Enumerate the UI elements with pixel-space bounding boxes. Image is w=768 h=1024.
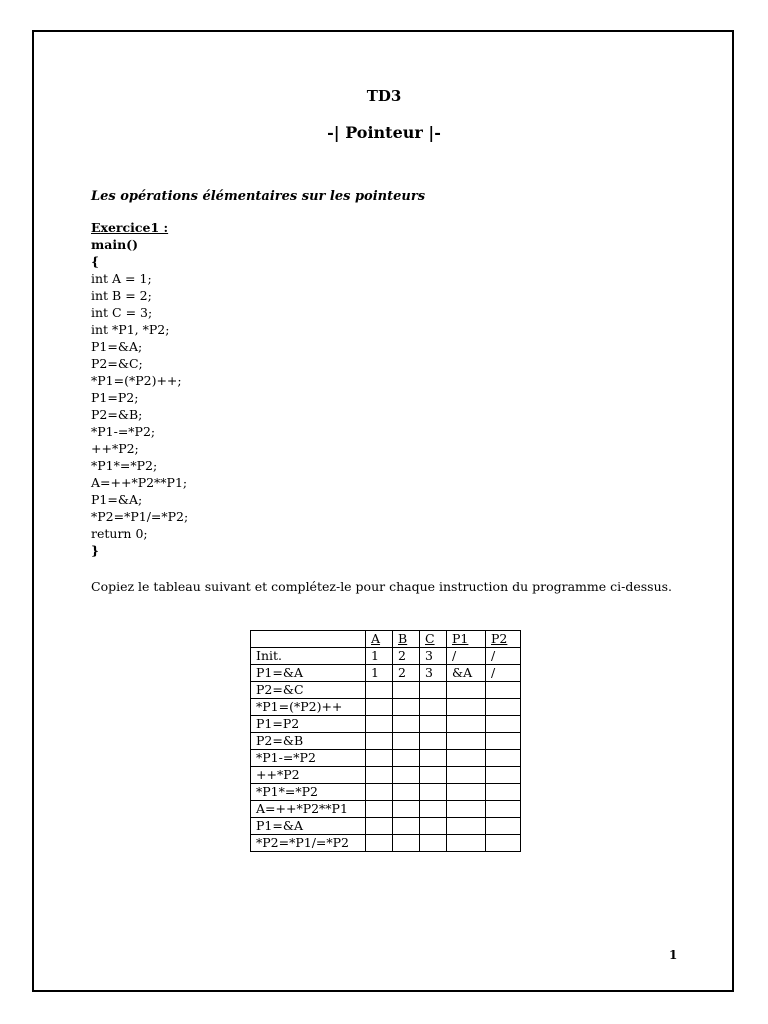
table-cell: Init. <box>251 648 366 665</box>
table-cell: P1=&A <box>251 665 366 682</box>
table-cell <box>393 733 420 750</box>
table-cell <box>366 784 393 801</box>
table-cell <box>420 801 447 818</box>
table-cell <box>486 784 521 801</box>
table-cell <box>447 750 486 767</box>
table-cell <box>420 767 447 784</box>
table-cell <box>486 835 521 852</box>
table-header-cell: A <box>366 631 393 648</box>
code-line: *P1=(*P2)++; <box>91 373 182 388</box>
table-row <box>251 801 521 818</box>
table-cell: *P1-=*P2 <box>251 750 366 767</box>
table-cell <box>486 818 521 835</box>
table-row <box>251 767 521 784</box>
table-cell: 1 <box>366 648 393 665</box>
table-cell: 3 <box>420 648 447 665</box>
table-cell <box>447 716 486 733</box>
table-cell <box>420 682 447 699</box>
table-cell <box>420 733 447 750</box>
table-row <box>251 665 521 682</box>
table-cell <box>366 818 393 835</box>
table-cell: 2 <box>393 648 420 665</box>
table-cell: / <box>486 665 521 682</box>
code-line: P1=&A; <box>91 492 143 507</box>
table-cell: *P1*=*P2 <box>251 784 366 801</box>
code-line: *P1*=*P2; <box>91 458 158 473</box>
table-cell <box>486 733 521 750</box>
table-cell <box>447 682 486 699</box>
table-cell <box>393 801 420 818</box>
table-cell <box>486 699 521 716</box>
code-line: { <box>91 254 100 269</box>
code-line: main() <box>91 237 138 252</box>
table-cell <box>366 767 393 784</box>
table-cell: *P2=*P1/=*P2 <box>251 835 366 852</box>
code-line: *P1-=*P2; <box>91 424 156 439</box>
table-cell: 1 <box>366 665 393 682</box>
code-line: } <box>91 543 100 558</box>
instruction-text: Copiez le tableau suivant et complétez-le pour chaque instruction du programme ci-dessus. <box>91 579 673 594</box>
table-cell <box>447 784 486 801</box>
table-cell <box>366 682 393 699</box>
table-cell <box>420 784 447 801</box>
table-cell <box>393 818 420 835</box>
table-cell <box>420 716 447 733</box>
table-cell <box>447 835 486 852</box>
code-line: P1=&A; <box>91 339 143 354</box>
table-cell: &A <box>447 665 486 682</box>
table-cell <box>393 767 420 784</box>
table-row <box>251 682 521 699</box>
code-line: return 0; <box>91 526 148 541</box>
table-cell <box>486 801 521 818</box>
table-row <box>251 750 521 767</box>
table-cell <box>366 733 393 750</box>
table-header-row <box>251 631 521 648</box>
table-row <box>251 784 521 801</box>
table-row <box>251 818 521 835</box>
table-cell <box>420 699 447 716</box>
table-cell <box>486 767 521 784</box>
table-cell <box>366 835 393 852</box>
table-cell <box>393 699 420 716</box>
table-header-cell: B <box>393 631 420 648</box>
code-line: P1=P2; <box>91 390 139 405</box>
code-line: *P2=*P1/=*P2; <box>91 509 189 524</box>
table-cell <box>447 767 486 784</box>
table-row <box>251 733 521 750</box>
table-header-cell: P1 <box>447 631 486 648</box>
table-cell <box>447 699 486 716</box>
code-line: P2=&C; <box>91 356 143 371</box>
table-row <box>251 699 521 716</box>
table-cell: P1=&A <box>251 818 366 835</box>
table-cell <box>366 801 393 818</box>
table-cell <box>420 750 447 767</box>
table-cell <box>447 818 486 835</box>
table-row <box>251 716 521 733</box>
table-cell: ++*P2 <box>251 767 366 784</box>
page-title: TD3 <box>366 87 402 105</box>
table-cell <box>447 801 486 818</box>
page-number: 1 <box>669 948 678 962</box>
table-cell <box>366 699 393 716</box>
table-cell <box>486 716 521 733</box>
table-cell: 3 <box>420 665 447 682</box>
table-cell: / <box>447 648 486 665</box>
table-header-cell: P2 <box>486 631 521 648</box>
exercise-heading: Exercice1 : <box>91 220 169 235</box>
answer-table <box>250 630 521 852</box>
table-cell <box>366 750 393 767</box>
code-line: int B = 2; <box>91 288 152 303</box>
table-cell: *P1=(*P2)++ <box>251 699 366 716</box>
table-row <box>251 648 521 665</box>
table-cell: / <box>486 648 521 665</box>
exercise-block <box>91 219 677 559</box>
table-cell <box>486 682 521 699</box>
code-line: A=++*P2**P1; <box>91 475 188 490</box>
code-line: P2=&B; <box>91 407 143 422</box>
table-cell: 2 <box>393 665 420 682</box>
code-line: int *P1, *P2; <box>91 322 170 337</box>
table-cell <box>393 716 420 733</box>
table-cell <box>393 682 420 699</box>
code-line: int A = 1; <box>91 271 152 286</box>
table-cell <box>447 733 486 750</box>
table-row <box>251 835 521 852</box>
table-cell <box>393 784 420 801</box>
code-line: ++*P2; <box>91 441 139 456</box>
table-cell <box>420 835 447 852</box>
code-line: int C = 3; <box>91 305 153 320</box>
table-cell: P2=&C <box>251 682 366 699</box>
table-cell <box>393 750 420 767</box>
table-cell <box>420 818 447 835</box>
table-cell: P2=&B <box>251 733 366 750</box>
section-heading: Les opérations élémentaires sur les pointeurs <box>91 189 426 204</box>
table-header-cell: C <box>420 631 447 648</box>
table-cell <box>393 835 420 852</box>
table-cell: P1=P2 <box>251 716 366 733</box>
table-header-cell <box>251 631 366 648</box>
table-cell <box>366 716 393 733</box>
page-subtitle: -| Pointeur |- <box>327 123 441 142</box>
table-cell: A=++*P2**P1 <box>251 801 366 818</box>
table-cell <box>486 750 521 767</box>
